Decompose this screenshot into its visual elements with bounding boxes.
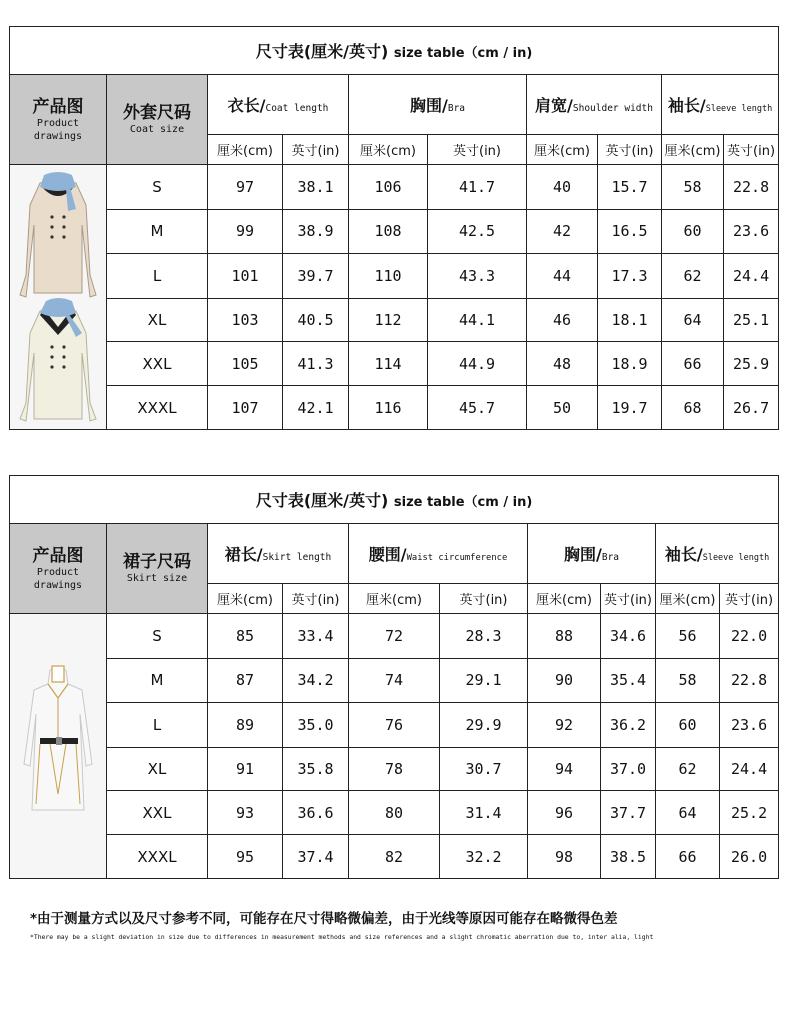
skirt-product-label: 产品图	[32, 545, 84, 566]
size-cell: XL	[107, 298, 208, 342]
table-row	[10, 791, 779, 835]
value-cell: 17.3	[598, 253, 662, 298]
size-cell: XXXL	[107, 386, 208, 430]
value-cell: 68	[662, 386, 724, 430]
value-cell: 74	[349, 658, 440, 702]
value-cell: 85	[208, 614, 283, 659]
value-cell: 62	[662, 253, 724, 298]
value-cell: 114	[349, 342, 428, 386]
value-cell: 36.2	[601, 702, 656, 747]
unit-cm: 厘米(cm)	[662, 135, 724, 165]
value-cell: 99	[208, 209, 283, 253]
dress-illustration	[10, 614, 106, 878]
coat-product-image	[10, 165, 107, 430]
value-cell: 56	[656, 614, 720, 659]
value-cell: 16.5	[598, 209, 662, 253]
coat-col-bust: 胸围/Bra	[349, 75, 527, 135]
table-row	[10, 253, 779, 298]
size-cell: S	[107, 165, 208, 210]
value-cell: 29.9	[440, 702, 528, 747]
value-cell: 40	[527, 165, 598, 210]
disclaimer-cn: *由于测量方式以及尺寸参考不同，可能存在尺寸得略微偏差，由于光线等原因可能存在略微得色差	[30, 911, 618, 927]
value-cell: 35.4	[601, 658, 656, 702]
size-cell: S	[107, 614, 208, 659]
coat-col-length: 衣长/Coat length	[208, 75, 349, 135]
value-cell: 44	[527, 253, 598, 298]
value-cell: 38.9	[283, 209, 349, 253]
skirt-product-header	[10, 524, 107, 614]
value-cell: 43.3	[428, 253, 527, 298]
value-cell: 41.7	[428, 165, 527, 210]
value-cell: 60	[656, 702, 720, 747]
value-cell: 42	[527, 209, 598, 253]
skirt-size-label-en: Skirt size	[126, 573, 188, 584]
value-cell: 18.1	[598, 298, 662, 342]
value-cell: 26.7	[724, 386, 779, 430]
skirt-title-en: size table（cm / in)	[393, 495, 533, 510]
skirt-table-title	[10, 476, 779, 524]
coat-title-cn: 尺寸表(厘米/英寸)	[255, 42, 389, 61]
value-cell: 34.2	[283, 658, 349, 702]
table-row	[10, 165, 779, 210]
value-cell: 39.7	[283, 253, 349, 298]
value-cell: 40.5	[283, 298, 349, 342]
value-cell: 41.3	[283, 342, 349, 386]
value-cell: 106	[349, 165, 428, 210]
skirt-col-bust: 胸围/Bra	[528, 524, 656, 584]
table-row	[10, 835, 779, 879]
unit-cm: 厘米(cm)	[527, 135, 598, 165]
unit-cm: 厘米(cm)	[528, 584, 601, 614]
value-cell: 28.3	[440, 614, 528, 659]
unit-in: 英寸(in)	[598, 135, 662, 165]
value-cell: 91	[208, 747, 283, 791]
unit-in: 英寸(in)	[724, 135, 779, 165]
unit-in: 英寸(in)	[440, 584, 528, 614]
value-cell: 23.6	[724, 209, 779, 253]
coat-col-sleeve: 袖长/Sleeve length	[662, 75, 779, 135]
value-cell: 29.1	[440, 658, 528, 702]
value-cell: 66	[662, 342, 724, 386]
coat-product-label: 产品图	[32, 96, 84, 117]
value-cell: 38.1	[283, 165, 349, 210]
value-cell: 90	[528, 658, 601, 702]
value-cell: 97	[208, 165, 283, 210]
value-cell: 22.8	[724, 165, 779, 210]
value-cell: 96	[528, 791, 601, 835]
unit-cm: 厘米(cm)	[208, 135, 283, 165]
unit-cm: 厘米(cm)	[656, 584, 720, 614]
value-cell: 80	[349, 791, 440, 835]
table-row	[10, 747, 779, 791]
value-cell: 66	[656, 835, 720, 879]
value-cell: 62	[656, 747, 720, 791]
value-cell: 93	[208, 791, 283, 835]
value-cell: 105	[208, 342, 283, 386]
coat-table-title	[10, 27, 779, 75]
value-cell: 58	[656, 658, 720, 702]
coat-product-label-en: Product drawings	[33, 117, 83, 142]
value-cell: 64	[656, 791, 720, 835]
value-cell: 42.5	[428, 209, 527, 253]
value-cell: 35.8	[283, 747, 349, 791]
skirt-product-label-en: Product drawings	[33, 566, 83, 591]
value-cell: 101	[208, 253, 283, 298]
size-cell: XXXL	[107, 835, 208, 879]
value-cell: 26.0	[720, 835, 779, 879]
unit-in: 英寸(in)	[720, 584, 779, 614]
value-cell: 22.8	[720, 658, 779, 702]
dress-product-image	[10, 614, 107, 879]
unit-in: 英寸(in)	[283, 135, 349, 165]
skirt-col-length: 裙长/Skirt length	[208, 524, 349, 584]
table-row	[10, 658, 779, 702]
coat-illustration	[10, 165, 106, 429]
size-cell: M	[107, 658, 208, 702]
value-cell: 38.5	[601, 835, 656, 879]
value-cell: 25.9	[724, 342, 779, 386]
coat-product-header	[10, 75, 107, 165]
value-cell: 22.0	[720, 614, 779, 659]
value-cell: 98	[528, 835, 601, 879]
table-row	[10, 209, 779, 253]
skirt-title-cn: 尺寸表(厘米/英寸)	[255, 491, 389, 510]
coat-size-label: 外套尺码	[123, 103, 191, 123]
unit-in: 英寸(in)	[283, 584, 349, 614]
table-row	[10, 298, 779, 342]
value-cell: 34.6	[601, 614, 656, 659]
size-cell: XXL	[107, 791, 208, 835]
value-cell: 44.9	[428, 342, 527, 386]
value-cell: 36.6	[283, 791, 349, 835]
value-cell: 19.7	[598, 386, 662, 430]
value-cell: 95	[208, 835, 283, 879]
value-cell: 44.1	[428, 298, 527, 342]
value-cell: 92	[528, 702, 601, 747]
skirt-size-label: 裙子尺码	[123, 552, 191, 572]
value-cell: 48	[527, 342, 598, 386]
unit-cm: 厘米(cm)	[208, 584, 283, 614]
value-cell: 116	[349, 386, 428, 430]
value-cell: 50	[527, 386, 598, 430]
table-row	[10, 702, 779, 747]
skirt-col-waist: 腰围/Waist circumference	[349, 524, 528, 584]
value-cell: 82	[349, 835, 440, 879]
size-cell: XXL	[107, 342, 208, 386]
skirt-col-sleeve: 袖长/Sleeve length	[656, 524, 779, 584]
value-cell: 37.0	[601, 747, 656, 791]
value-cell: 110	[349, 253, 428, 298]
value-cell: 107	[208, 386, 283, 430]
value-cell: 25.1	[724, 298, 779, 342]
value-cell: 24.4	[724, 253, 779, 298]
value-cell: 23.6	[720, 702, 779, 747]
coat-size-header	[107, 75, 208, 165]
skirt-size-header	[107, 524, 208, 614]
value-cell: 32.2	[440, 835, 528, 879]
value-cell: 37.7	[601, 791, 656, 835]
size-cell: XL	[107, 747, 208, 791]
value-cell: 108	[349, 209, 428, 253]
table-row	[10, 342, 779, 386]
value-cell: 18.9	[598, 342, 662, 386]
value-cell: 37.4	[283, 835, 349, 879]
value-cell: 72	[349, 614, 440, 659]
value-cell: 30.7	[440, 747, 528, 791]
value-cell: 46	[527, 298, 598, 342]
coat-col-shoulder: 肩宽/Shoulder width	[527, 75, 662, 135]
value-cell: 25.2	[720, 791, 779, 835]
skirt-size-table	[9, 475, 779, 879]
unit-in: 英寸(in)	[601, 584, 656, 614]
unit-cm: 厘米(cm)	[349, 584, 440, 614]
value-cell: 112	[349, 298, 428, 342]
unit-in: 英寸(in)	[428, 135, 527, 165]
value-cell: 33.4	[283, 614, 349, 659]
value-cell: 58	[662, 165, 724, 210]
value-cell: 103	[208, 298, 283, 342]
disclaimer-en: *There may be a slight deviation in size due to differences in measurement methods and size references and a slight chromatic aberration due to, inter alia, light	[30, 933, 654, 941]
value-cell: 87	[208, 658, 283, 702]
coat-size-label-en: Coat size	[129, 124, 185, 135]
table-row	[10, 614, 779, 659]
size-cell: M	[107, 209, 208, 253]
value-cell: 94	[528, 747, 601, 791]
coat-size-table	[9, 26, 779, 430]
value-cell: 15.7	[598, 165, 662, 210]
value-cell: 60	[662, 209, 724, 253]
size-cell: L	[107, 253, 208, 298]
unit-cm: 厘米(cm)	[349, 135, 428, 165]
size-cell: L	[107, 702, 208, 747]
value-cell: 42.1	[283, 386, 349, 430]
value-cell: 35.0	[283, 702, 349, 747]
value-cell: 31.4	[440, 791, 528, 835]
value-cell: 24.4	[720, 747, 779, 791]
value-cell: 45.7	[428, 386, 527, 430]
table-row	[10, 386, 779, 430]
value-cell: 64	[662, 298, 724, 342]
value-cell: 89	[208, 702, 283, 747]
coat-title-en: size table（cm / in)	[393, 46, 533, 61]
value-cell: 78	[349, 747, 440, 791]
value-cell: 76	[349, 702, 440, 747]
value-cell: 88	[528, 614, 601, 659]
